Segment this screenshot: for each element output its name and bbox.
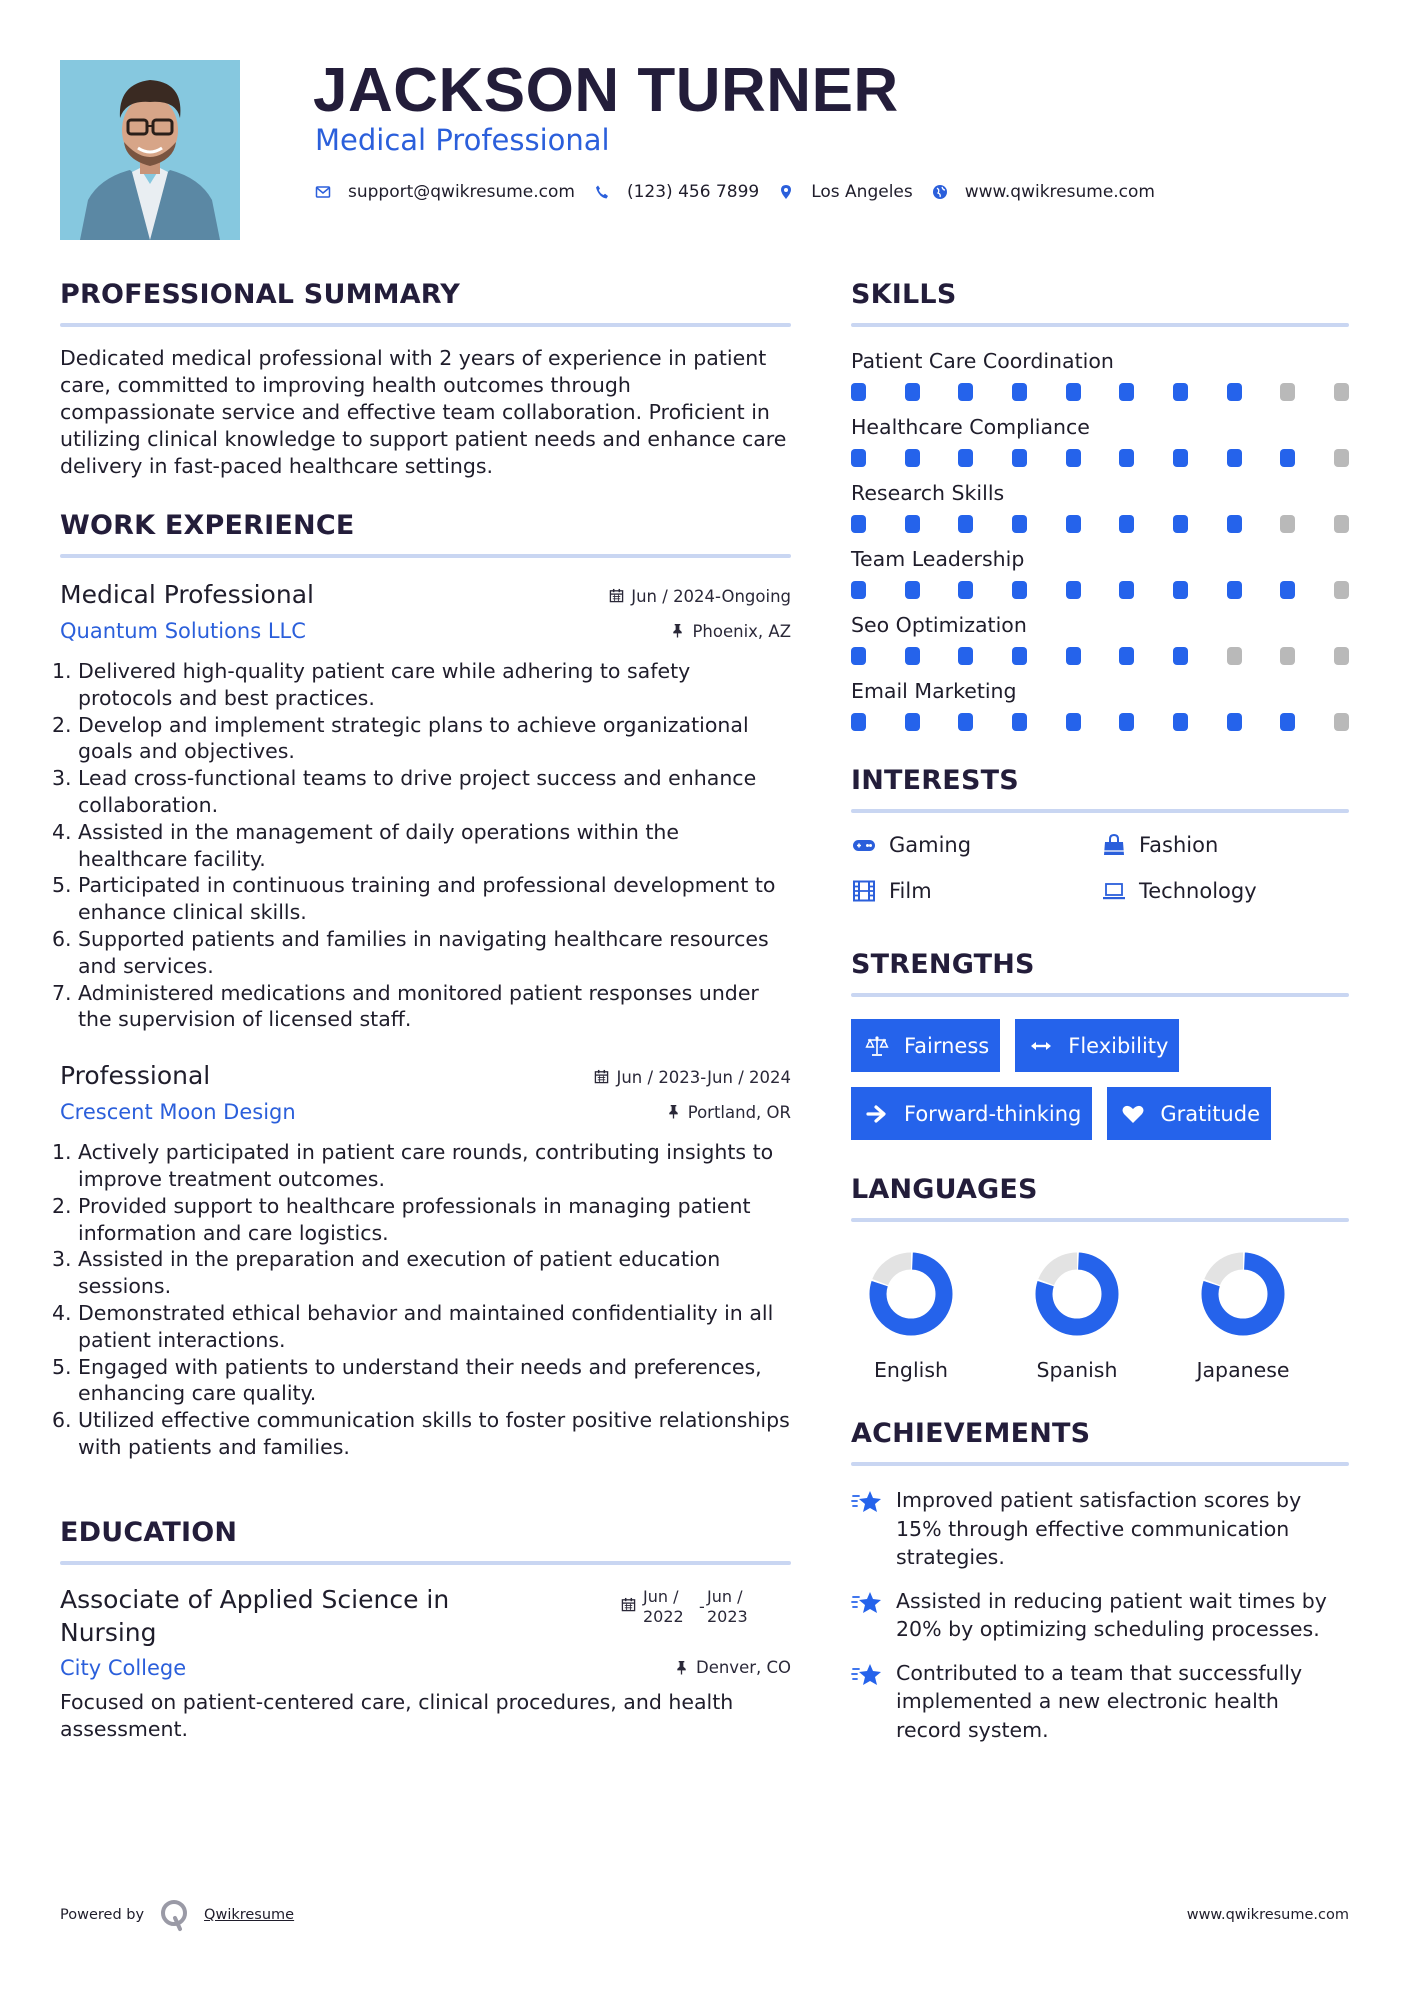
- summary-text: Dedicated medical professional with 2 years of experience in patient care, committed to improving health outcomes through compassionate service and effective team collaboration. Proficient in utilizing clinical knowledge to support patient needs and enhance care delivery in fast-paced healthcare settings.: [60, 346, 787, 478]
- skill-dot-filled: [958, 515, 973, 533]
- skill-dot-filled: [851, 383, 866, 401]
- skill-dot-empty: [1334, 383, 1349, 401]
- skill-dot-filled: [1066, 383, 1081, 401]
- skill-dot-filled: [905, 581, 920, 599]
- skill-dot-filled: [1227, 383, 1242, 401]
- contact-email[interactable]: [314, 182, 575, 202]
- section-title-skills: SKILLS: [851, 279, 957, 310]
- skill-dot-filled: [905, 515, 920, 533]
- skill-dot-filled: [1227, 449, 1242, 467]
- section-divider: [851, 1462, 1349, 1466]
- job-bullets: [52, 658, 791, 1033]
- language-label: English: [873, 1358, 949, 1382]
- arrow-right-icon: [864, 1102, 890, 1126]
- skill-dot-filled: [1066, 713, 1081, 731]
- skill-item: [851, 413, 1349, 467]
- footer-website[interactable]: www.qwikresume.com: [1186, 1907, 1349, 1923]
- education-location-value: Denver, CO: [695, 1658, 791, 1678]
- skill-level-meter: [851, 515, 1349, 533]
- skill-dot-filled: [1012, 383, 1027, 401]
- strength-badge-forward-thinking: Forward-thinking: [851, 1087, 1092, 1140]
- phone-icon: [593, 183, 611, 201]
- skill-label: Patient Care Coordination: [851, 349, 1114, 373]
- thumbtack-icon: [666, 1104, 682, 1120]
- languages-section: [851, 1170, 1349, 1384]
- skill-item: [851, 545, 1349, 599]
- date-separator: -: [699, 1596, 705, 1616]
- job-entry: [52, 578, 791, 1033]
- achievements-list: [851, 1486, 1349, 1744]
- skill-dot-filled: [1012, 515, 1027, 533]
- skill-dot-filled: [1227, 581, 1242, 599]
- school-name: City College: [60, 1655, 187, 1680]
- contact-phone-value: (123) 456 7899: [626, 182, 760, 202]
- job-bullet: 6. Supported patients and families in navigating healthcare resources and services.: [52, 926, 769, 978]
- skill-dot-filled: [851, 647, 866, 665]
- summary-section: [60, 275, 791, 480]
- section-divider: [60, 1561, 791, 1565]
- skill-dot-filled: [1012, 449, 1027, 467]
- skill-dot-filled: [958, 383, 973, 401]
- education-section: [60, 1513, 791, 1743]
- strength-badge-flexibility: Flexibility: [1015, 1019, 1179, 1072]
- skill-dot-empty: [1227, 647, 1242, 665]
- job-title: Medical Professional: [60, 580, 314, 609]
- skill-dot-filled: [1119, 647, 1134, 665]
- laptop-icon: [1101, 880, 1127, 902]
- skill-dot-filled: [851, 449, 866, 467]
- section-title-languages: LANGUAGES: [851, 1174, 1038, 1205]
- candidate-name: JACKSON TURNER: [313, 56, 899, 125]
- interest-item-film: Film: [851, 877, 1101, 905]
- skill-dot-filled: [905, 449, 920, 467]
- job-bullet: 4. Assisted in the management of daily operations within the healthcare facility.: [52, 819, 679, 871]
- skill-dot-filled: [1227, 515, 1242, 533]
- film-icon: [851, 880, 877, 902]
- skill-dot-filled: [1012, 581, 1027, 599]
- skill-dot-filled: [1173, 647, 1188, 665]
- skill-dot-filled: [1012, 647, 1027, 665]
- skill-dot-filled: [958, 449, 973, 467]
- skill-dot-empty: [1334, 515, 1349, 533]
- gamepad-icon: [851, 834, 877, 856]
- experience-section: [52, 506, 791, 1461]
- achievement-item: Assisted in reducing patient wait times by 20% by optimizing scheduling processes.: [851, 1587, 1349, 1644]
- language-proficiency-donut: [869, 1252, 953, 1336]
- job-location-value: Phoenix, AZ: [692, 621, 791, 641]
- degree-title: Associate of Applied Science in Nursing: [60, 1584, 450, 1647]
- skills-list: [851, 347, 1349, 731]
- contact-bar: [314, 178, 1173, 206]
- star-achievement-icon: [851, 1589, 883, 1617]
- job-dates-value: Jun / 2023-Jun / 2024: [616, 1067, 791, 1087]
- skill-dot-empty: [1280, 383, 1295, 401]
- skill-dot-filled: [1119, 449, 1134, 467]
- skill-item: [851, 479, 1349, 533]
- education-description: Focused on patient-centered care, clinical procedures, and health assessment.: [60, 1689, 734, 1741]
- star-achievement-icon: [851, 1488, 883, 1516]
- skill-dot-empty: [1334, 713, 1349, 731]
- skill-dot-empty: [1280, 515, 1295, 533]
- section-title-interests: INTERESTS: [851, 765, 1019, 796]
- calendar-icon: [594, 1069, 610, 1085]
- skill-dot-empty: [1334, 581, 1349, 599]
- skill-dot-filled: [905, 713, 920, 731]
- skill-dot-filled: [1280, 449, 1295, 467]
- job-title: Professional: [60, 1061, 211, 1091]
- skill-level-meter: [851, 581, 1349, 599]
- achievement-item: Improved patient satisfaction scores by 15% through effective communication strategies.: [851, 1486, 1349, 1572]
- strength-badge-fairness: Fairness: [851, 1019, 1000, 1072]
- section-divider: [851, 323, 1349, 327]
- skill-label: Seo Optimization: [851, 613, 1027, 637]
- thumbtack-icon: [670, 623, 686, 639]
- language-label: Spanish: [1036, 1358, 1118, 1382]
- skill-label: Research Skills: [851, 481, 1005, 505]
- skill-dot-filled: [958, 647, 973, 665]
- education-location: [674, 1658, 791, 1677]
- contact-phone[interactable]: [593, 182, 759, 202]
- skill-dot-filled: [1173, 515, 1188, 533]
- job-bullet: 3. Lead cross-functional teams to drive project success and enhance collaboration.: [52, 766, 757, 817]
- skill-dot-filled: [958, 581, 973, 599]
- contact-website-value: www.qwikresume.com: [964, 182, 1155, 202]
- contact-location-value: Los Angeles: [811, 182, 913, 202]
- skill-dot-filled: [1280, 581, 1295, 599]
- section-title-achievements: ACHIEVEMENTS: [851, 1418, 1091, 1449]
- balance-scale-icon: [864, 1034, 890, 1058]
- calendar-icon: [621, 1597, 637, 1613]
- company-name: Crescent Moon Design: [60, 1100, 296, 1125]
- skill-dot-filled: [1066, 515, 1081, 533]
- qwikresume-link[interactable]: Qwikresume: [204, 1907, 295, 1923]
- skill-level-meter: [851, 713, 1349, 731]
- skill-dot-filled: [1173, 713, 1188, 731]
- shopping-bag-icon: [1101, 834, 1127, 856]
- skill-item: [851, 347, 1349, 401]
- job-bullet: 3. Assisted in the preparation and execution of patient education sessions.: [52, 1247, 721, 1299]
- skill-dot-filled: [1173, 383, 1188, 401]
- page-footer: [60, 1898, 1349, 1932]
- thumbtack-icon: [674, 1660, 690, 1676]
- language-item: [851, 1252, 1017, 1384]
- skill-dot-filled: [851, 515, 866, 533]
- interests-list: [851, 831, 1349, 905]
- job-bullets: [52, 1139, 791, 1461]
- skill-item: [851, 677, 1349, 731]
- interest-item-technology: Technology: [1101, 877, 1349, 905]
- skill-level-meter: [851, 449, 1349, 467]
- section-divider: [851, 809, 1349, 813]
- language-proficiency-donut: [1035, 1252, 1119, 1336]
- job-location: [670, 622, 791, 641]
- job-bullet: 5. Engaged with patients to understand their needs and preferences, enhancing care quality.: [52, 1354, 762, 1406]
- skill-dot-filled: [1173, 581, 1188, 599]
- skill-dot-filled: [1227, 713, 1242, 731]
- arrows-horizontal-icon: [1028, 1034, 1054, 1058]
- skill-dot-filled: [1066, 581, 1081, 599]
- education-end: Jun / 2023: [707, 1586, 748, 1626]
- contact-website[interactable]: [931, 182, 1155, 202]
- language-label: Japanese: [1196, 1358, 1290, 1382]
- job-bullet: 5. Participated in continuous training and professional development to enhance clinical skills.: [52, 873, 776, 925]
- achievement-item: Contributed to a team that successfully implemented a new electronic health record system.: [851, 1659, 1349, 1745]
- candidate-role: Medical Professional: [315, 123, 610, 157]
- powered-by: [60, 1898, 294, 1932]
- section-title-experience: WORK EXPERIENCE: [60, 510, 355, 541]
- skill-label: Team Leadership: [851, 547, 1025, 571]
- star-achievement-icon: [851, 1661, 883, 1689]
- skill-dot-filled: [851, 581, 866, 599]
- job-dates: [609, 587, 791, 606]
- job-bullet: 6. Utilized effective communication skills to foster positive relationships with patients and families.: [52, 1408, 790, 1459]
- contact-email-value: support@qwikresume.com: [348, 182, 575, 202]
- skill-dot-filled: [1119, 383, 1134, 401]
- skill-label: Healthcare Compliance: [851, 415, 1090, 439]
- education-dates: [621, 1587, 763, 1627]
- interest-item-fashion: Fashion: [1101, 831, 1349, 859]
- skill-dot-filled: [905, 647, 920, 665]
- skills-section: [851, 275, 1349, 731]
- skill-dot-filled: [851, 713, 866, 731]
- section-divider: [60, 554, 791, 558]
- skill-dot-filled: [1173, 449, 1188, 467]
- skill-dot-filled: [1119, 515, 1134, 533]
- job-bullet: 7. Administered medications and monitored patient responses under the supervision of licensed staff.: [52, 980, 759, 1032]
- skill-dot-filled: [1119, 713, 1134, 731]
- section-divider: [851, 993, 1349, 997]
- strengths-section: [851, 945, 1349, 1140]
- language-item: [1017, 1252, 1183, 1384]
- left-column: [52, 275, 791, 1743]
- section-divider: [851, 1218, 1349, 1222]
- section-divider: [60, 323, 791, 327]
- section-title-summary: PROFESSIONAL SUMMARY: [60, 279, 461, 310]
- job-dates-value: Jun / 2024-Ongoing: [631, 586, 791, 606]
- skill-label: Email Marketing: [851, 679, 1017, 703]
- skill-level-meter: [851, 383, 1349, 401]
- calendar-icon: [609, 588, 625, 604]
- skill-dot-filled: [1012, 713, 1027, 731]
- skill-dot-filled: [905, 383, 920, 401]
- skill-dot-filled: [958, 713, 973, 731]
- interest-item-gaming: Gaming: [851, 831, 1101, 859]
- job-bullet: 2. Provided support to healthcare professionals in managing patient information and care logistics.: [52, 1193, 751, 1245]
- globe-icon: [931, 183, 949, 201]
- skill-dot-empty: [1334, 449, 1349, 467]
- skill-dot-empty: [1334, 647, 1349, 665]
- section-title-strengths: STRENGTHS: [851, 949, 1035, 980]
- skill-dot-filled: [1119, 581, 1134, 599]
- job-location: [666, 1103, 791, 1122]
- skill-dot-filled: [1066, 647, 1081, 665]
- skill-dot-filled: [1280, 713, 1295, 731]
- language-proficiency-donut: [1201, 1252, 1285, 1336]
- job-bullet: 4. Demonstrated ethical behavior and maintained confidentiality in all patient interactions.: [52, 1300, 774, 1352]
- skill-level-meter: [851, 647, 1349, 665]
- job-entry: [52, 1059, 791, 1461]
- strengths-list: [851, 1019, 1349, 1140]
- strength-badge-gratitude: Gratitude: [1107, 1087, 1271, 1140]
- powered-by-label: Powered by: [60, 1907, 145, 1923]
- interests-section: [851, 761, 1349, 905]
- section-title-education: EDUCATION: [60, 1516, 238, 1548]
- contact-location: [777, 182, 913, 202]
- skill-item: [851, 611, 1349, 665]
- right-column: [851, 275, 1349, 1759]
- skill-dot-empty: [1280, 647, 1295, 665]
- profile-photo: [60, 60, 240, 240]
- job-bullet: 2. Develop and implement strategic plans to achieve organizational goals and objectives.: [52, 712, 749, 764]
- envelope-icon: [314, 183, 332, 201]
- person-photo-illustration: [60, 60, 240, 240]
- qwikresume-logo-icon: [158, 1898, 192, 1932]
- job-dates: [594, 1068, 791, 1087]
- job-bullet: 1. Actively participated in patient care rounds, contributing insights to improve treatment outcomes.: [52, 1140, 774, 1191]
- skill-dot-filled: [1066, 449, 1081, 467]
- languages-list: [851, 1252, 1349, 1384]
- map-marker-icon: [777, 183, 795, 201]
- heart-icon: [1120, 1102, 1146, 1126]
- achievements-section: [851, 1414, 1349, 1744]
- company-name: Quantum Solutions LLC: [60, 619, 306, 643]
- language-item: [1183, 1252, 1349, 1384]
- job-location-value: Portland, OR: [687, 1102, 791, 1122]
- job-bullet: 1. Delivered high-quality patient care while adhering to safety protocols and best practices.: [52, 659, 691, 710]
- education-start: Jun / 2022: [643, 1586, 684, 1626]
